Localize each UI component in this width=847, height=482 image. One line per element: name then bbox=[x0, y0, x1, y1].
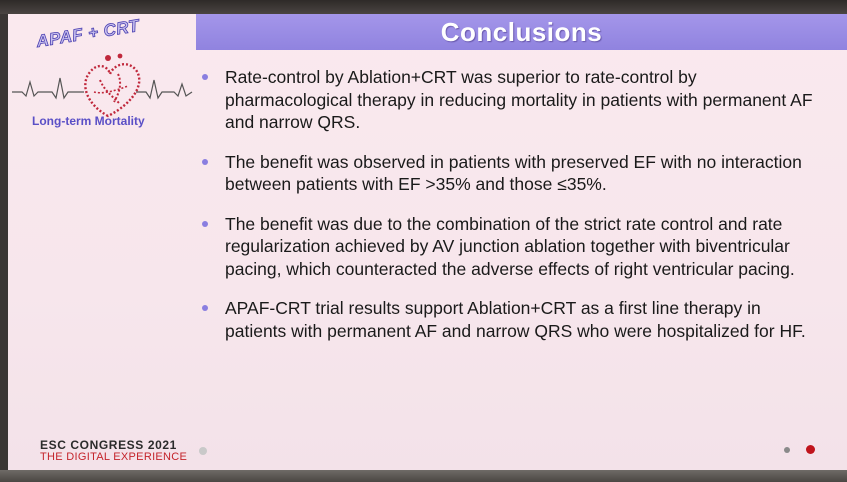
window-frame-bottom bbox=[0, 470, 847, 482]
bullet-dot-icon bbox=[202, 221, 208, 227]
bullet-text: Rate-control by Ablation+CRT was superior to rate-control by pharmacological therapy in reducing mortality in patients with permanent AF and narrow QRS. bbox=[225, 67, 813, 132]
logo-subtitle: Long-term Mortality bbox=[32, 114, 145, 128]
slide-title: Conclusions bbox=[440, 16, 603, 47]
digital-experience-label: THE DIGITAL EXPERIENCE bbox=[40, 451, 188, 463]
conclusion-list bbox=[198, 66, 818, 359]
list-item bbox=[198, 297, 818, 342]
list-item bbox=[198, 213, 818, 281]
apaf-crt-logo bbox=[8, 14, 196, 134]
bullet-dot-icon bbox=[202, 305, 208, 311]
window-frame-top bbox=[0, 0, 847, 14]
bullet-dot-icon bbox=[202, 74, 208, 80]
presentation-slide bbox=[8, 14, 847, 470]
heart-ecg-icon bbox=[8, 52, 196, 122]
nav-dot-active-icon[interactable] bbox=[806, 445, 815, 454]
bullet-text: The benefit was observed in patients with preserved EF with no interaction between patients with EF >35% and those ≤35%. bbox=[225, 151, 802, 194]
bullet-dot-icon bbox=[202, 159, 208, 165]
bullet-text: The benefit was due to the combination of the strict rate control and rate regularization achieved by AV junction ablation together with biventricular pacing, which counteracted the adverse effects of right ventricular pacing. bbox=[225, 213, 795, 279]
nav-dot-icon[interactable] bbox=[784, 447, 790, 453]
bullet-text: APAF-CRT trial results support Ablation+CRT as a first line therapy in patients with permanent AF and narrow QRS who were hospitalized for HF. bbox=[225, 298, 806, 341]
list-item bbox=[198, 66, 818, 134]
esc-congress-label: ESC CONGRESS 2021 bbox=[40, 438, 177, 452]
logo-title: APAF + CRT bbox=[35, 15, 141, 52]
title-bar bbox=[196, 14, 847, 50]
nav-dot-left-icon[interactable] bbox=[199, 447, 207, 455]
list-item bbox=[198, 151, 818, 196]
